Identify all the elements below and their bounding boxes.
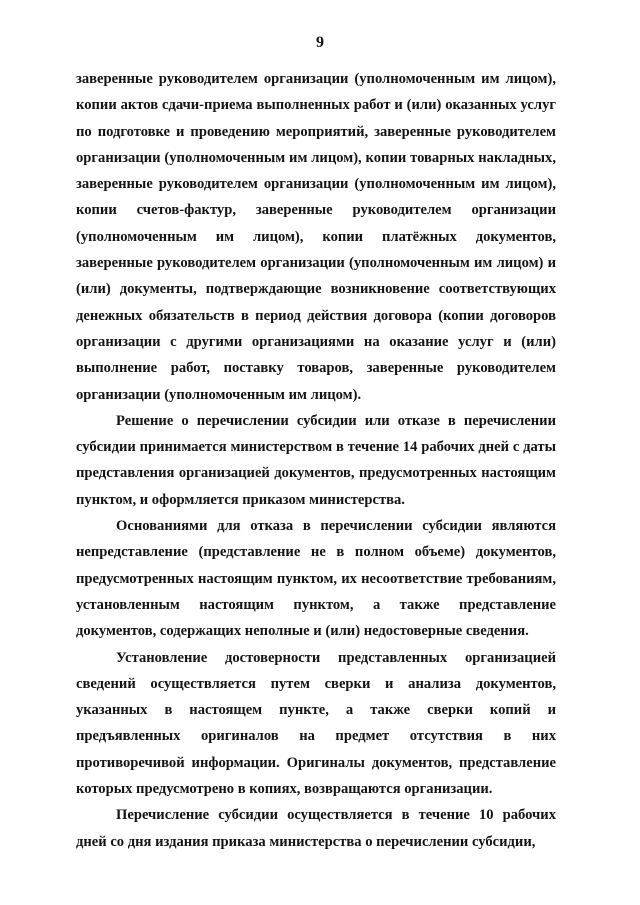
paragraph-verification: Установление достоверности представленных организацией сведений осуществляется путем сверки и анализа документов, указанных в настоящем пункте, а также сверки копий и предъявленных оригиналов на предмет отсутствия в них противоречивой информации. Оригиналы документов, представление которых предусмотрено в копиях, возвращаются организации. (76, 649, 556, 798)
paragraph-decision: Решение о перечислении субсидии или отказе в перечислении субсидии принимается министерством в течение 14 рабочих дней с даты представления организацией документов, предусмотренных настоящим пунктом, и оформляется приказом министерства. (76, 412, 556, 508)
paragraph-continuation: заверенные руководителем организации (уполномоченным им лицом), копии актов сдачи-приема выполненных работ и (или) оказанных услуг по подготовке и проведению мероприятий, заверенные руководителем организации (уполномоченным им лицом), копии товарных накладных, заверенные руководителем организации (уполномоченным им лицом), копии счетов-фактур, заверенные руководителем организации (уполномоченным им лицом), копии платёжных документов, заверенные руководителем организации (уполномоченным им лицом) и (или) документы, подтверждающие возникновение соответствующих денежных обязательств в период действия договора (копии договоров организации с другими организациями на оказание услуг и (или) выполнение работ, поставку товаров, заверенные руководителем организации (уполномоченным им лицом). (76, 71, 556, 403)
page-number: 9 (316, 34, 324, 51)
body-text (76, 66, 556, 855)
paragraph-transfer: Перечисление субсидии осуществляется в течение 10 рабочих дней со дня издания приказа министерства о перечислении субсидии, (76, 807, 556, 850)
paragraph-refusal-grounds: Основаниями для отказа в перечислении субсидии являются непредставление (представление не в полном объеме) документов, предусмотренных настоящим пунктом, их несоответствие требованиям, установленным настоящим пунктом, а также представление документов, содержащих неполные и (или) недостоверные сведения. (76, 518, 556, 640)
